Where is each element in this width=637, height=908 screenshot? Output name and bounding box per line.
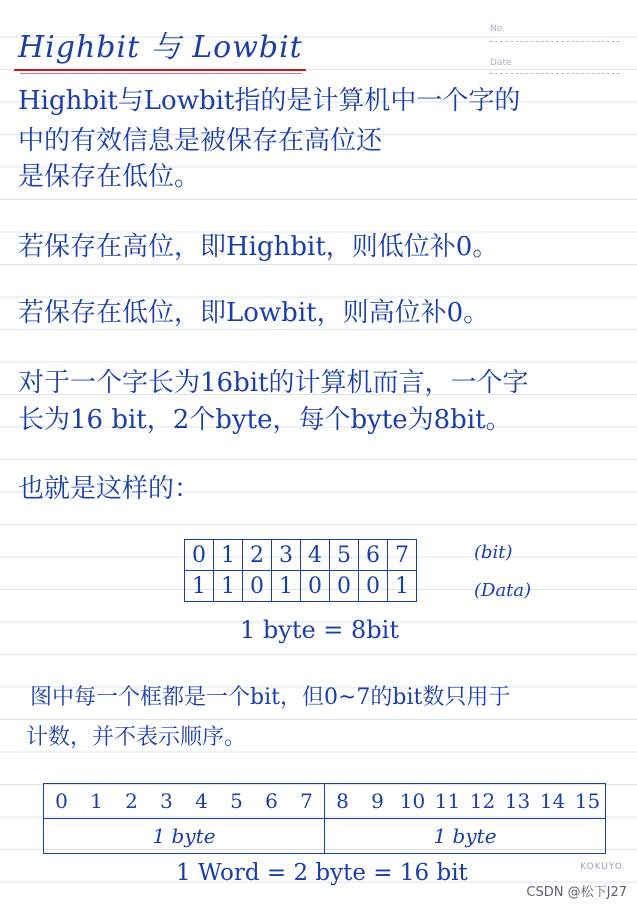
bit-data-cell: 1: [388, 571, 417, 602]
word-index-cell: 14: [535, 784, 570, 819]
word-index-row: [44, 784, 606, 819]
paragraph-line-2: 中的有效信息是被保存在高位还: [18, 126, 383, 156]
brand-logo: KOKUYO: [580, 862, 623, 872]
bit-index-cell: 2: [243, 540, 272, 571]
word-index-cell: 12: [465, 784, 500, 819]
bit-row-label: (bit): [474, 542, 513, 563]
word-index-cell: 0: [44, 784, 80, 819]
paragraph-line-6: 对于一个字长为16bit的计算机而言，一个字: [18, 368, 529, 398]
word-index-cell: 6: [254, 784, 289, 819]
note-line-1: 图中每一个框都是一个bit，但0~7的bit数只用于: [30, 685, 511, 710]
low-byte-cell: 1 byte: [44, 819, 325, 854]
word-index-cell: 10: [395, 784, 430, 819]
word-diagram: [43, 783, 606, 854]
bit-data-cell: 0: [359, 571, 388, 602]
word-index-cell: 4: [184, 784, 219, 819]
word-caption: 1 Word = 2 byte = 16 bit: [176, 860, 468, 886]
word-index-cell: 13: [500, 784, 535, 819]
bit-data-cell: 0: [301, 571, 330, 602]
word-index-cell: 3: [149, 784, 184, 819]
bit-index-row: [185, 540, 417, 571]
page-title: Highbit 与 Lowbit: [18, 30, 303, 65]
bit-index-cell: 5: [330, 540, 359, 571]
word-index-cell: 15: [570, 784, 606, 819]
bit-index-cell: 3: [272, 540, 301, 571]
bit-data-cell: 0: [330, 571, 359, 602]
data-row-label: (Data): [474, 580, 532, 601]
paragraph-line-8: 也就是这样的：: [18, 474, 201, 504]
bit-index-cell: 6: [359, 540, 388, 571]
watermark: CSDN @松下J27: [526, 885, 627, 900]
date-label: Date: [490, 58, 512, 68]
title-underline-secondary: [20, 73, 302, 74]
paragraph-line-7: 长为16 bit，2个byte，每个byte为8bit。: [18, 405, 512, 435]
byte-caption: 1 byte = 8bit: [240, 616, 399, 644]
paragraph-line-4: 若保存在高位，即Highbit，则低位补0。: [18, 232, 499, 262]
word-index-cell: 2: [114, 784, 149, 819]
high-byte-cell: 1 byte: [325, 819, 606, 854]
paragraph-line-1: Highbit与Lowbit指的是计算机中一个字的: [18, 86, 521, 116]
no-line: [490, 41, 620, 42]
word-index-cell: 9: [360, 784, 395, 819]
bit-data-cell: 0: [243, 571, 272, 602]
bit-index-cell: 7: [388, 540, 417, 571]
bit-data-cell: 1: [185, 571, 214, 602]
bit-data-row: [185, 571, 417, 602]
bit-data-cell: 1: [272, 571, 301, 602]
bit-index-cell: 1: [214, 540, 243, 571]
no-label: No.: [490, 24, 505, 34]
bit-data-cell: 1: [214, 571, 243, 602]
date-line: [490, 73, 620, 74]
bit-index-cell: 0: [185, 540, 214, 571]
note-line-2: 计数，并不表示顺序。: [26, 725, 247, 750]
paragraph-line-3: 是保存在低位。: [18, 162, 201, 192]
word-index-cell: 7: [289, 784, 325, 819]
paragraph-line-5: 若保存在低位，即Lowbit，则高位补0。: [18, 298, 490, 328]
bit-index-cell: 4: [301, 540, 330, 571]
word-index-cell: 5: [219, 784, 254, 819]
byte-diagram: [184, 539, 417, 602]
word-byte-row: [44, 819, 606, 854]
word-index-cell: 11: [430, 784, 465, 819]
word-index-cell: 8: [325, 784, 361, 819]
word-index-cell: 1: [79, 784, 114, 819]
title-underline: [14, 69, 306, 71]
